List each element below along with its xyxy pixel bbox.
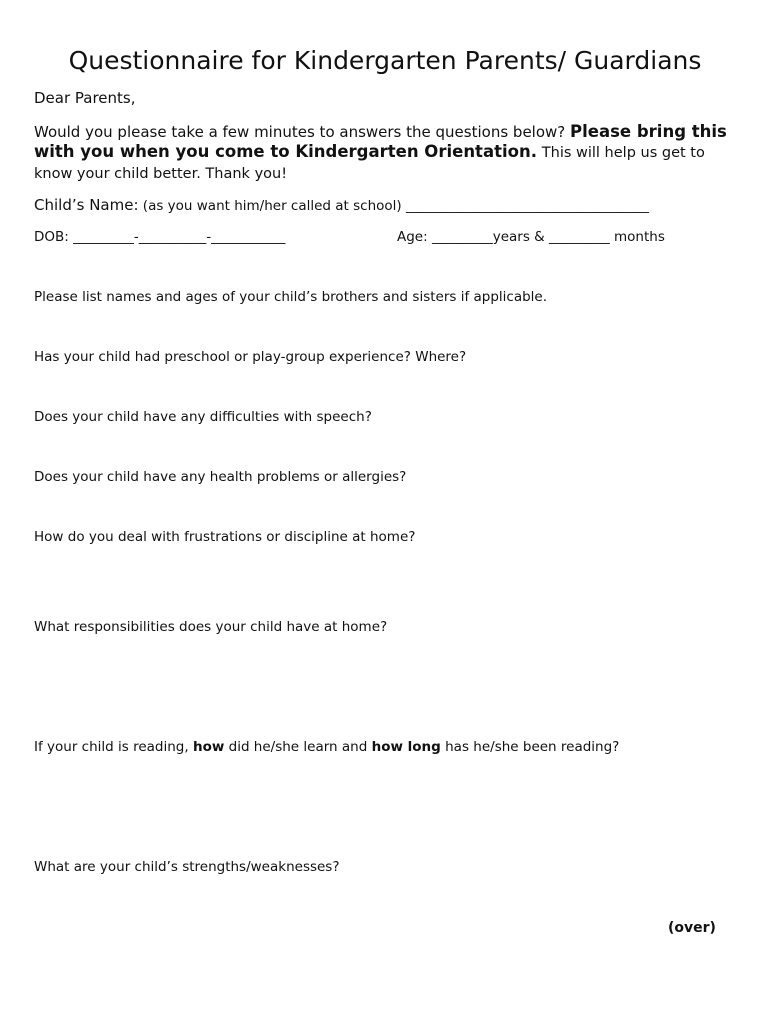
childs-name-blank[interactable]: ____________________________________ xyxy=(406,198,649,214)
intro-text-2: This will help us get to know your child better. Thank you! xyxy=(34,145,705,182)
question-reading-text-b: did he/she learn and xyxy=(228,739,368,755)
question-reading xyxy=(34,739,619,755)
dob-field[interactable]: DOB: _________-__________-___________ xyxy=(34,229,286,245)
question-speech: Does your child have any difficulties with speech? xyxy=(34,409,372,425)
childs-name-label: Child’s Name: xyxy=(34,196,139,214)
question-siblings: Please list names and ages of your child’s brothers and sisters if applicable. xyxy=(34,289,548,305)
over-note: (over) xyxy=(668,920,716,936)
age-field[interactable]: Age: _________years & _________ months xyxy=(397,229,665,245)
question-reading-text-c: has he/she been reading? xyxy=(445,739,620,755)
intro-text-1: Would you please take a few minutes to answers the questions below? xyxy=(34,123,566,141)
question-reading-how: how xyxy=(192,739,225,755)
page-title: Questionnaire for Kindergarten Parents/ Guardians xyxy=(68,46,702,75)
intro-paragraph xyxy=(34,122,738,184)
question-responsibilities: What responsibilities does your child have at home? xyxy=(34,619,388,635)
question-preschool: Has your child had preschool or play-group experience? Where? xyxy=(34,349,467,365)
question-discipline: How do you deal with frustrations or discipline at home? xyxy=(34,529,416,545)
intro-bold-instruction: Please bring this with you when you come to Kindergarten Orientation. xyxy=(34,122,727,161)
childs-name-hint: (as you want him/her called at school) xyxy=(142,198,402,214)
childs-name-line xyxy=(34,197,649,214)
question-strengths: What are your child’s strengths/weaknesses? xyxy=(34,859,340,875)
question-reading-text-a: If your child is reading, xyxy=(34,739,189,755)
greeting: Dear Parents, xyxy=(34,89,136,107)
question-health: Does your child have any health problems or allergies? xyxy=(34,469,407,485)
question-reading-how-long: how long xyxy=(371,739,441,755)
